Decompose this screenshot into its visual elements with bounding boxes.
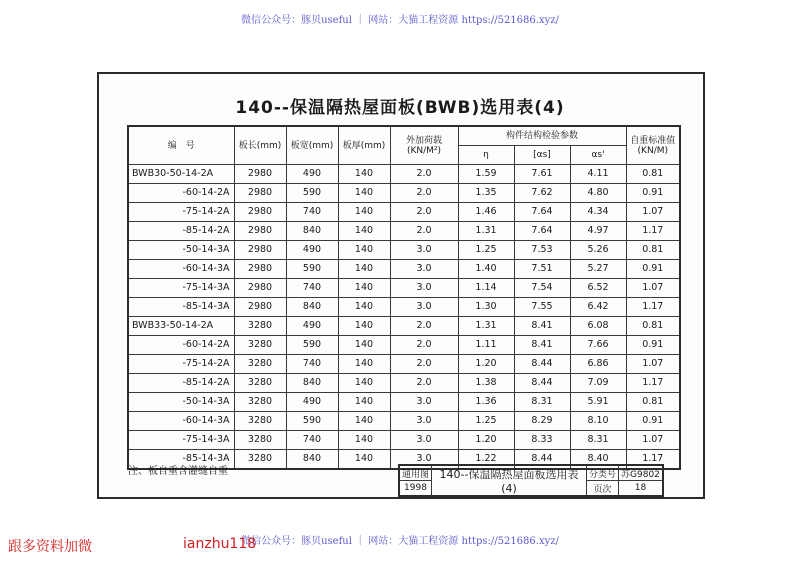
cell-width: 840: [286, 298, 338, 317]
cell-sw: 1.07: [626, 279, 680, 298]
cell-load: 3.0: [390, 431, 458, 450]
cell-width: 840: [286, 222, 338, 241]
cell-length: 2980: [234, 241, 286, 260]
cell-eta: 1.31: [458, 317, 514, 336]
cell-as2: 7.66: [570, 336, 626, 355]
cell-code: -85-14-2A: [128, 222, 234, 241]
cell-length: 3280: [234, 317, 286, 336]
cell-as: 8.29: [514, 412, 570, 431]
table-row: [128, 317, 680, 336]
footer-mid-text: ianzhu118: [183, 536, 257, 552]
cell-thick: 140: [338, 222, 390, 241]
cell-thick: 140: [338, 355, 390, 374]
cell-as2: 8.40: [570, 450, 626, 470]
cell-as: 7.61: [514, 165, 570, 184]
cell-thick: 140: [338, 336, 390, 355]
title-block-class-label: 分类号: [587, 465, 619, 481]
cell-eta: 1.59: [458, 165, 514, 184]
cell-code: -85-14-2A: [128, 374, 234, 393]
cell-length: 3280: [234, 412, 286, 431]
cell-code: -50-14-3A: [128, 393, 234, 412]
table-row: [128, 260, 680, 279]
cell-as: 7.53: [514, 241, 570, 260]
cell-code: -85-14-3A: [128, 450, 234, 470]
cell-sw: 1.07: [626, 355, 680, 374]
cell-as2: 7.09: [570, 374, 626, 393]
header-params-group: 构件结构检验参数: [458, 126, 626, 146]
cell-length: 2980: [234, 298, 286, 317]
cell-load: 3.0: [390, 260, 458, 279]
cell-thick: 140: [338, 184, 390, 203]
header-length: 板长(mm): [234, 126, 286, 165]
cell-length: 2980: [234, 184, 286, 203]
cell-as: 8.31: [514, 393, 570, 412]
cell-code: -50-14-3A: [128, 241, 234, 260]
cell-as2: 6.42: [570, 298, 626, 317]
cell-code: -60-14-3A: [128, 412, 234, 431]
cell-as2: 5.27: [570, 260, 626, 279]
cell-as: 7.62: [514, 184, 570, 203]
cell-code: BWB33-50-14-2A: [128, 317, 234, 336]
cell-as2: 4.11: [570, 165, 626, 184]
table-row: [128, 222, 680, 241]
cell-width: 740: [286, 203, 338, 222]
cell-width: 590: [286, 336, 338, 355]
cell-thick: 140: [338, 374, 390, 393]
cell-load: 3.0: [390, 298, 458, 317]
cell-length: 3280: [234, 393, 286, 412]
cell-as2: 6.52: [570, 279, 626, 298]
cell-sw: 1.17: [626, 450, 680, 470]
cell-sw: 1.07: [626, 431, 680, 450]
cell-as: 8.33: [514, 431, 570, 450]
cell-as2: 5.26: [570, 241, 626, 260]
cell-load: 2.0: [390, 374, 458, 393]
cell-sw: 0.81: [626, 165, 680, 184]
cell-length: 3280: [234, 450, 286, 470]
cell-length: 2980: [234, 260, 286, 279]
cell-thick: 140: [338, 431, 390, 450]
cell-sw: 0.81: [626, 317, 680, 336]
table-row: [128, 298, 680, 317]
cell-sw: 0.91: [626, 260, 680, 279]
cell-as: 8.44: [514, 374, 570, 393]
cell-width: 840: [286, 450, 338, 470]
cell-length: 3280: [234, 336, 286, 355]
header-as2: αs': [570, 146, 626, 165]
table-row: [128, 241, 680, 260]
header-code: 编 号: [128, 126, 234, 165]
table-row: [128, 165, 680, 184]
cell-width: 490: [286, 241, 338, 260]
cell-width: 490: [286, 393, 338, 412]
cell-length: 2980: [234, 165, 286, 184]
cell-as: 7.64: [514, 222, 570, 241]
cell-as: 7.51: [514, 260, 570, 279]
cell-thick: 140: [338, 260, 390, 279]
title-block-class-value: 苏G9802: [619, 465, 663, 481]
cell-eta: 1.35: [458, 184, 514, 203]
cell-length: 3280: [234, 431, 286, 450]
cell-code: -75-14-3A: [128, 431, 234, 450]
cell-eta: 1.30: [458, 298, 514, 317]
cell-thick: 140: [338, 165, 390, 184]
cell-load: 3.0: [390, 279, 458, 298]
cell-as: 8.44: [514, 355, 570, 374]
cell-as2: 6.08: [570, 317, 626, 336]
cell-as: 8.41: [514, 317, 570, 336]
header-selfweight: 自重标准值(KN/M): [626, 126, 680, 165]
cell-width: 490: [286, 317, 338, 336]
cell-eta: 1.25: [458, 412, 514, 431]
cell-load: 2.0: [390, 355, 458, 374]
cell-code: -75-14-3A: [128, 279, 234, 298]
cell-code: BWB30-50-14-2A: [128, 165, 234, 184]
cell-load: 2.0: [390, 165, 458, 184]
cell-thick: 140: [338, 393, 390, 412]
title-block-page-value: 18: [619, 481, 663, 497]
cell-code: -75-14-2A: [128, 355, 234, 374]
table-row: [128, 336, 680, 355]
cell-as: 8.44: [514, 450, 570, 470]
header-width: 板宽(mm): [286, 126, 338, 165]
cell-sw: 0.91: [626, 412, 680, 431]
cell-thick: 140: [338, 241, 390, 260]
cell-as2: 4.34: [570, 203, 626, 222]
cell-sw: 0.81: [626, 241, 680, 260]
table-row: [128, 374, 680, 393]
cell-width: 740: [286, 279, 338, 298]
header-thickness: 板厚(mm): [338, 126, 390, 165]
table-row: [128, 184, 680, 203]
cell-eta: 1.20: [458, 355, 514, 374]
cell-eta: 1.36: [458, 393, 514, 412]
title-block-page-label: 页次: [587, 481, 619, 497]
cell-thick: 140: [338, 203, 390, 222]
cell-as2: 4.97: [570, 222, 626, 241]
cell-length: 2980: [234, 222, 286, 241]
cell-width: 740: [286, 431, 338, 450]
cell-length: 3280: [234, 374, 286, 393]
cell-load: 2.0: [390, 222, 458, 241]
cell-code: -85-14-3A: [128, 298, 234, 317]
cell-thick: 140: [338, 298, 390, 317]
cell-eta: 1.31: [458, 222, 514, 241]
cell-sw: 0.91: [626, 184, 680, 203]
cell-width: 840: [286, 374, 338, 393]
cell-as: 7.64: [514, 203, 570, 222]
cell-load: 3.0: [390, 450, 458, 470]
cell-code: -60-14-2A: [128, 336, 234, 355]
cell-width: 740: [286, 355, 338, 374]
cell-thick: 140: [338, 317, 390, 336]
cell-eta: 1.40: [458, 260, 514, 279]
cell-as2: 6.86: [570, 355, 626, 374]
cell-as: 8.41: [514, 336, 570, 355]
cell-length: 2980: [234, 203, 286, 222]
table-row: [128, 355, 680, 374]
cell-width: 590: [286, 412, 338, 431]
cell-load: 2.0: [390, 184, 458, 203]
cell-code: -60-14-3A: [128, 260, 234, 279]
cell-thick: 140: [338, 450, 390, 470]
cell-width: 590: [286, 260, 338, 279]
cell-load: 3.0: [390, 393, 458, 412]
cell-as2: 5.91: [570, 393, 626, 412]
cell-width: 590: [286, 184, 338, 203]
cell-eta: 1.22: [458, 450, 514, 470]
table-row: [128, 279, 680, 298]
cell-load: 2.0: [390, 317, 458, 336]
cell-eta: 1.25: [458, 241, 514, 260]
cell-length: 2980: [234, 279, 286, 298]
table-row: [128, 431, 680, 450]
cell-eta: 1.46: [458, 203, 514, 222]
cell-eta: 1.11: [458, 336, 514, 355]
page-title: 140--保温隔热屋面板(BWB)选用表(4): [235, 98, 565, 118]
selection-table: [127, 125, 681, 470]
cell-eta: 1.20: [458, 431, 514, 450]
title-block-name: 140--保温隔热屋面板选用表(4): [432, 465, 587, 496]
watermark-bottom: 微信公众号：豚贝useful ｜ 网站：大猫工程资源 https://521686.xyz/: [241, 536, 559, 547]
cell-thick: 140: [338, 412, 390, 431]
cell-sw: 0.91: [626, 336, 680, 355]
cell-as: 7.54: [514, 279, 570, 298]
cell-length: 3280: [234, 355, 286, 374]
cell-eta: 1.38: [458, 374, 514, 393]
table-row: [128, 393, 680, 412]
cell-code: -60-14-2A: [128, 184, 234, 203]
cell-as2: 8.31: [570, 431, 626, 450]
footer-left-text: 跟多资料加微: [8, 539, 92, 555]
table-row: [128, 203, 680, 222]
cell-load: 3.0: [390, 241, 458, 260]
cell-load: 2.0: [390, 203, 458, 222]
header-load: 外加荷载(KN/M²): [390, 126, 458, 165]
cell-sw: 1.17: [626, 298, 680, 317]
cell-width: 490: [286, 165, 338, 184]
title-block-year: 1998: [399, 481, 432, 497]
cell-thick: 140: [338, 279, 390, 298]
note-text: 注、板自重含灌缝自重: [128, 466, 228, 477]
cell-sw: 1.17: [626, 222, 680, 241]
watermark-top: 微信公众号：豚贝useful ｜ 网站：大猫工程资源 https://521686.xyz/: [241, 15, 559, 26]
title-block-used-label: 通用图: [399, 465, 432, 481]
cell-as2: 4.80: [570, 184, 626, 203]
cell-as2: 8.10: [570, 412, 626, 431]
cell-sw: 1.17: [626, 374, 680, 393]
table-row: [128, 412, 680, 431]
title-block: [398, 464, 664, 497]
cell-as: 7.55: [514, 298, 570, 317]
cell-sw: 1.07: [626, 203, 680, 222]
cell-eta: 1.14: [458, 279, 514, 298]
cell-sw: 0.81: [626, 393, 680, 412]
cell-code: -75-14-2A: [128, 203, 234, 222]
header-eta: η: [458, 146, 514, 165]
header-as: [αs]: [514, 146, 570, 165]
cell-load: 2.0: [390, 336, 458, 355]
cell-load: 3.0: [390, 412, 458, 431]
